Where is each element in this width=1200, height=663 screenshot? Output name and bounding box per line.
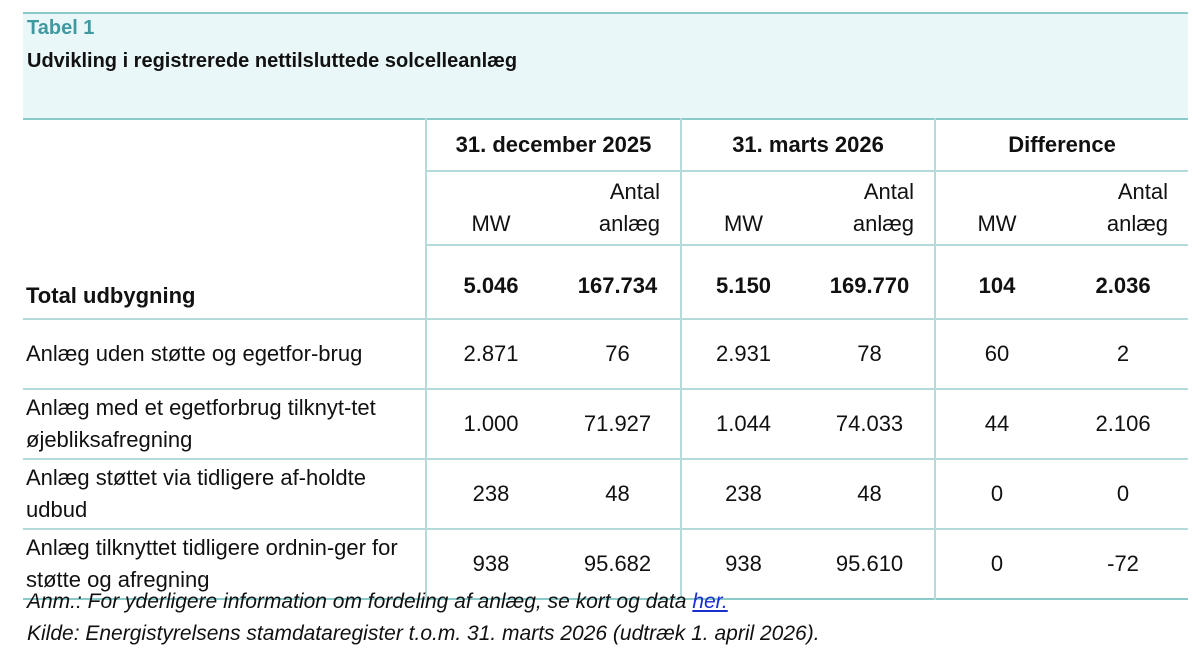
- cell-value: 238: [426, 459, 555, 529]
- cell-value: 74.033: [805, 389, 935, 459]
- sub-header-mw: MW: [935, 171, 1058, 245]
- cell-value: 1.000: [426, 389, 555, 459]
- cell-value: 0: [935, 529, 1058, 599]
- group-header-row: [23, 119, 1188, 171]
- cell-value: 5.150: [681, 245, 805, 319]
- sub-header-mw: MW: [681, 171, 805, 245]
- table-row-total: [23, 245, 1188, 319]
- sub-header-blank: [23, 171, 426, 245]
- row-label: Total udbygning: [26, 283, 196, 308]
- sub-header-antal: Antal anlæg: [1058, 171, 1188, 245]
- data-table: [23, 118, 1188, 600]
- table-row: [23, 319, 1188, 389]
- sub-header-antal: Antal anlæg: [555, 171, 681, 245]
- cell-value: 95.610: [805, 529, 935, 599]
- corner-cell: [23, 119, 426, 171]
- table-label: Tabel 1: [27, 17, 95, 39]
- row-label: Anlæg tilknyttet tidligere ordnin-ger for støtte og afregning: [23, 529, 426, 599]
- cell-value: 2.036: [1058, 245, 1188, 319]
- cell-value: 2.871: [426, 319, 555, 389]
- table-source: Kilde: Energistyrelsens stamdataregister t.o.m. 31. marts 2026 (udtræk 1. april 2026).: [27, 622, 820, 645]
- cell-value: 76: [555, 319, 681, 389]
- cell-value: -72: [1058, 529, 1188, 599]
- sub-header-antal: Antal anlæg: [805, 171, 935, 245]
- cell-value: 938: [426, 529, 555, 599]
- cell-value: 78: [805, 319, 935, 389]
- cell-value: 2.106: [1058, 389, 1188, 459]
- row-label: Anlæg støttet via tidligere af-holdte udbud: [23, 459, 426, 529]
- cell-value: 48: [555, 459, 681, 529]
- cell-value: 167.734: [555, 245, 681, 319]
- note-text: Anm.: For yderligere information om fordeling af anlæg, se kort og data: [27, 590, 693, 613]
- row-label: Anlæg uden støtte og egetfor-brug: [23, 319, 426, 389]
- sub-header-row: [23, 171, 1188, 245]
- cell-value: 44: [935, 389, 1058, 459]
- cell-value: 2: [1058, 319, 1188, 389]
- cell-value: 71.927: [555, 389, 681, 459]
- data-link[interactable]: her.: [692, 590, 728, 613]
- group-header-dec-2025: 31. december 2025: [426, 119, 681, 171]
- cell-value: 169.770: [805, 245, 935, 319]
- group-header-difference: Difference: [935, 119, 1188, 171]
- cell-value: 1.044: [681, 389, 805, 459]
- cell-value: 104: [935, 245, 1058, 319]
- cell-value: 0: [935, 459, 1058, 529]
- cell-value: 2.931: [681, 319, 805, 389]
- row-label: Anlæg med et egetforbrug tilknyt-tet øjebliksafregning: [23, 389, 426, 459]
- cell-value: 0: [1058, 459, 1188, 529]
- cell-value: 95.682: [555, 529, 681, 599]
- table-row: [23, 459, 1188, 529]
- group-header-mar-2026: 31. marts 2026: [681, 119, 935, 171]
- cell-value: 60: [935, 319, 1058, 389]
- table-row: [23, 529, 1188, 599]
- table-title: Udvikling i registrerede nettilsluttede solcelleanlæg: [27, 50, 518, 72]
- cell-value: 238: [681, 459, 805, 529]
- table-row: [23, 389, 1188, 459]
- cell-value: 48: [805, 459, 935, 529]
- table-note: [27, 590, 728, 614]
- cell-value: 938: [681, 529, 805, 599]
- cell-value: 5.046: [426, 245, 555, 319]
- sub-header-mw: MW: [426, 171, 555, 245]
